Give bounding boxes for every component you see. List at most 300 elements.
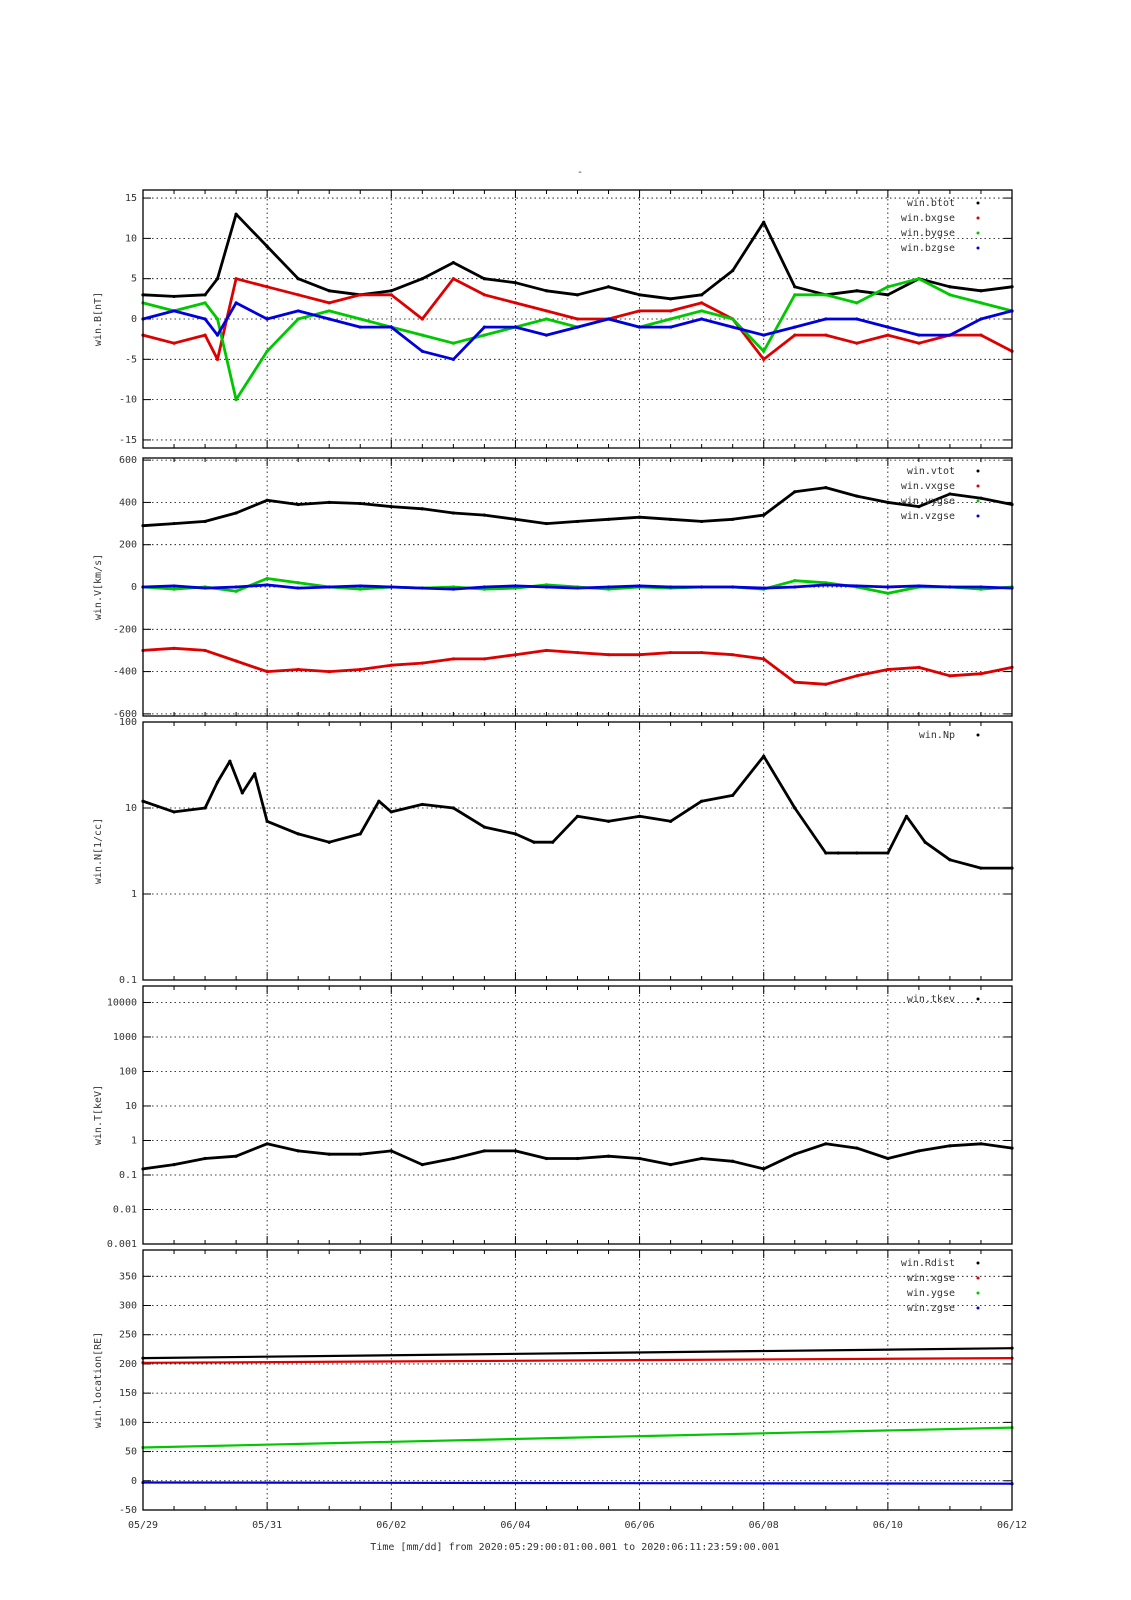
series-win.Rdist [143,1348,1012,1358]
data-point [421,334,424,337]
data-point [948,674,951,677]
y-tick-label: 5 [130,273,137,285]
data-point [886,851,889,854]
data-point [359,317,362,320]
legend-label: win.Rdist [900,1258,955,1269]
y-axis-label: win.N[1/cc] [93,817,104,885]
data-point [514,653,517,656]
y-axis-label: win.V[km/s] [93,553,104,621]
x-tick-label: 06/02 [376,1520,407,1531]
data-point [793,579,796,582]
y-tick-label: 0 [130,582,137,593]
data-point [979,585,982,588]
data-point [669,309,672,312]
data-point [700,800,703,803]
data-point [297,317,300,320]
data-point [979,497,982,500]
data-point [545,649,548,652]
data-point [359,668,362,671]
data-point [297,586,300,589]
data-point [390,1149,393,1152]
y-tick-label: 0.01 [112,1204,137,1216]
data-point [824,486,827,489]
data-point [905,815,908,818]
panel-0 [93,190,1014,448]
data-point [235,277,238,280]
data-point [793,1153,796,1156]
data-point [886,592,889,595]
data-point [669,317,672,320]
legend-label: win.Np [918,730,955,741]
data-point [172,342,175,345]
legend-label: win.vzgse [900,511,955,522]
data-point [576,317,579,320]
data-point [948,285,951,288]
data-point [793,681,796,684]
data-point [886,585,889,588]
data-point [377,800,380,803]
data-point [669,297,672,300]
data-point [669,820,672,823]
data-point [700,301,703,304]
data-point [172,295,175,298]
data-point [266,670,269,673]
data-point [390,325,393,328]
data-point [297,293,300,296]
data-point [421,803,424,806]
data-point [762,221,765,224]
data-point [638,325,641,328]
data-point [390,289,393,292]
data-point [359,1153,362,1156]
data-point [266,1142,269,1145]
data-point [203,806,206,809]
y-tick-label: 0 [130,314,137,325]
data-point [514,584,517,587]
data-point [824,334,827,337]
data-point [948,585,951,588]
y-tick-label: -5 [124,354,137,366]
y-tick-label: 150 [118,1388,137,1400]
data-point [762,755,765,758]
data-point [762,1167,765,1170]
page-title: - [576,167,584,178]
data-point [824,583,827,586]
legend-label: win.ygse [906,1288,955,1299]
y-tick-label: -10 [118,394,137,406]
data-point [607,518,610,521]
data-point [235,511,238,514]
data-point [359,588,362,591]
data-point [172,647,175,650]
legend-marker [977,734,980,737]
data-point [576,1157,579,1160]
data-point [545,334,548,337]
data-point [172,588,175,591]
data-point [607,653,610,656]
data-point [700,520,703,523]
x-tick-label: 06/04 [500,1520,531,1531]
data-point [824,683,827,686]
data-point [359,325,362,328]
y-tick-label: 10000 [106,997,137,1009]
data-point [855,851,858,854]
data-point [266,499,269,502]
data-point [297,668,300,671]
data-point [731,325,734,328]
data-point [421,662,424,665]
legend-marker [977,1307,980,1310]
data-point [390,505,393,508]
data-point [924,841,927,844]
data-point [545,309,548,312]
x-tick-label: 06/08 [748,1520,779,1531]
data-point [917,584,920,587]
y-axis-label: win.T[keV] [93,1084,104,1146]
data-point [545,289,548,292]
data-point [172,309,175,312]
data-point [452,806,455,809]
data-point [979,867,982,870]
legend-marker [977,1277,980,1280]
data-point [855,289,858,292]
data-point [638,516,641,519]
series-win.bzgse [143,303,1012,359]
data-point [452,261,455,264]
data-point [483,277,486,280]
data-point [266,583,269,586]
data-point [886,293,889,296]
data-point [607,285,610,288]
time-axis-label: Time [mm/dd] from 2020:05:29:00:01:00.001 to 2020:06:11:23:59:00.001 [370,1542,780,1553]
data-point [328,841,331,844]
legend-marker [977,247,980,250]
series-win.bygse [143,279,1012,400]
data-point [297,832,300,835]
data-point [452,1157,455,1160]
data-point [359,293,362,296]
data-point [762,586,765,589]
data-point [855,584,858,587]
legend-label: win.vygse [900,496,955,507]
panel-2 [93,717,1014,986]
data-point [452,588,455,591]
panel-1 [93,455,1014,720]
data-point [266,245,269,248]
data-point [452,358,455,361]
y-tick-label: 200 [118,1358,137,1370]
data-point [235,301,238,304]
data-point [793,293,796,296]
data-point [886,501,889,504]
data-point [855,301,858,304]
data-point [266,577,269,580]
legend-marker [977,1292,980,1295]
y-tick-label: -200 [112,624,137,636]
data-point [545,1157,548,1160]
data-point [297,277,300,280]
data-point [235,590,238,593]
data-point [514,325,517,328]
data-point [421,586,424,589]
y-tick-label: 0.001 [106,1239,137,1250]
data-point [731,317,734,320]
data-point [452,342,455,345]
data-point [514,1149,517,1152]
data-point [669,651,672,654]
data-point [483,657,486,660]
data-point [514,518,517,521]
legend-label: win.btot [906,198,955,209]
data-point [886,285,889,288]
data-point [979,289,982,292]
series-win.xgse [143,1358,1012,1363]
panels [93,190,1014,1516]
data-point [731,794,734,797]
x-tick-label: 06/10 [872,1520,903,1531]
legend-label: win.bxgse [900,213,955,224]
legend-marker [977,232,980,235]
data-point [421,350,424,353]
panel-frame [143,1250,1012,1510]
data-point [979,334,982,337]
data-point [421,1163,424,1166]
data-point [762,358,765,361]
data-point [576,586,579,589]
data-point [421,277,424,280]
data-point [203,317,206,320]
data-point [824,851,827,854]
data-point [203,293,206,296]
data-point [328,317,331,320]
data-point [731,269,734,272]
series-win.ygse [143,1428,1012,1448]
data-point [551,841,554,844]
legend-marker [977,1262,980,1265]
data-point [855,342,858,345]
data-point [532,841,535,844]
data-point [359,502,362,505]
data-point [390,810,393,813]
data-point [172,584,175,587]
data-point [266,820,269,823]
data-point [638,653,641,656]
data-point [483,585,486,588]
data-point [731,653,734,656]
data-point [390,585,393,588]
data-point [216,334,219,337]
data-point [514,281,517,284]
data-point [266,350,269,353]
data-point [241,791,244,794]
x-axis [128,1520,1027,1531]
series-win.Np [143,756,1012,868]
data-point [669,1163,672,1166]
data-point [235,585,238,588]
data-point [203,520,206,523]
data-point [253,772,256,775]
series-win.zgse [143,1483,1012,1484]
data-point [917,334,920,337]
y-tick-label: 10 [124,233,137,245]
data-point [607,317,610,320]
data-point [638,309,641,312]
data-point [793,490,796,493]
data-point [886,1157,889,1160]
data-point [731,518,734,521]
y-tick-label: 250 [118,1329,137,1341]
data-point [203,334,206,337]
data-point [948,1144,951,1147]
data-point [235,398,238,401]
data-point [235,213,238,216]
data-point [762,513,765,516]
data-point [700,651,703,654]
data-point [824,317,827,320]
legend-label: win.zgse [906,1303,955,1314]
data-point [483,293,486,296]
data-point [917,1149,920,1152]
y-tick-label: 350 [118,1271,137,1283]
data-point [638,815,641,818]
data-point [172,810,175,813]
legend-label: win.bzgse [900,243,955,254]
legend-marker [977,217,980,220]
data-point [328,301,331,304]
data-point [669,585,672,588]
y-tick-label: 100 [118,717,137,728]
data-point [328,501,331,504]
y-tick-label: 1 [130,889,137,900]
data-point [483,325,486,328]
data-point [700,293,703,296]
x-tick-label: 05/29 [127,1520,159,1531]
data-point [948,858,951,861]
data-point [638,293,641,296]
data-point [328,309,331,312]
data-point [793,325,796,328]
legend-marker [977,998,980,1001]
series-win.btot [143,214,1012,299]
legend-marker [977,515,980,518]
data-point [328,1153,331,1156]
data-point [793,285,796,288]
data-point [228,760,231,763]
data-point [669,325,672,328]
y-tick-label: 100 [118,1417,137,1429]
data-point [979,301,982,304]
y-tick-label: -15 [118,434,137,446]
data-point [979,672,982,675]
x-tick-label: 05/31 [252,1520,283,1531]
data-point [203,586,206,589]
data-point [731,585,734,588]
data-point [452,511,455,514]
data-point [886,668,889,671]
data-point [855,674,858,677]
data-point [483,825,486,828]
data-point [452,277,455,280]
legend-label: win.tkev [906,994,955,1005]
series-win.tkev [143,1144,1012,1169]
y-tick-label: 1000 [112,1031,137,1043]
data-point [452,657,455,660]
data-point [545,522,548,525]
panel-4 [93,1250,1014,1516]
y-tick-label: 0.1 [118,975,137,986]
y-axis-label: win.B[nT] [93,291,104,347]
data-point [297,1149,300,1152]
data-point [359,584,362,587]
data-point [793,334,796,337]
data-point [390,293,393,296]
legend-label: win.vtot [906,466,955,477]
data-point [855,317,858,320]
data-point [837,851,840,854]
y-axis-label: win.location[RE] [93,1331,104,1429]
data-point [514,301,517,304]
data-point [483,1149,486,1152]
data-point [576,293,579,296]
data-point [359,832,362,835]
data-point [216,358,219,361]
panel-3 [93,986,1014,1250]
data-point [607,585,610,588]
data-point [886,325,889,328]
legend-marker [977,202,980,205]
y-tick-label: 1 [130,1135,137,1147]
legend-label: win.vxgse [900,481,955,492]
data-point [483,334,486,337]
data-point [607,1155,610,1158]
y-tick-label: 15 [124,193,137,205]
data-point [545,317,548,320]
data-point [638,584,641,587]
data-point [886,334,889,337]
data-point [979,317,982,320]
y-tick-label: -50 [118,1505,137,1516]
y-tick-label: -400 [112,666,137,678]
data-point [216,317,219,320]
data-point [235,659,238,662]
data-point [793,806,796,809]
data-point [700,585,703,588]
data-point [172,1163,175,1166]
data-point [297,503,300,506]
data-point [669,518,672,521]
y-tick-label: 200 [118,539,137,551]
y-tick-label: 10 [124,1100,137,1112]
panel-frame [143,722,1012,980]
data-point [855,494,858,497]
data-point [979,1142,982,1145]
data-point [297,309,300,312]
y-tick-label: 100 [118,1066,137,1078]
data-point [172,522,175,525]
data-point [700,309,703,312]
y-tick-label: 300 [118,1300,137,1312]
y-tick-label: 600 [118,455,137,467]
y-tick-label: 0 [130,1475,137,1487]
data-point [731,1160,734,1163]
data-point [762,334,765,337]
data-point [576,520,579,523]
data-point [576,651,579,654]
data-point [917,666,920,669]
y-tick-label: 10 [124,803,137,814]
data-point [203,301,206,304]
data-point [638,1157,641,1160]
